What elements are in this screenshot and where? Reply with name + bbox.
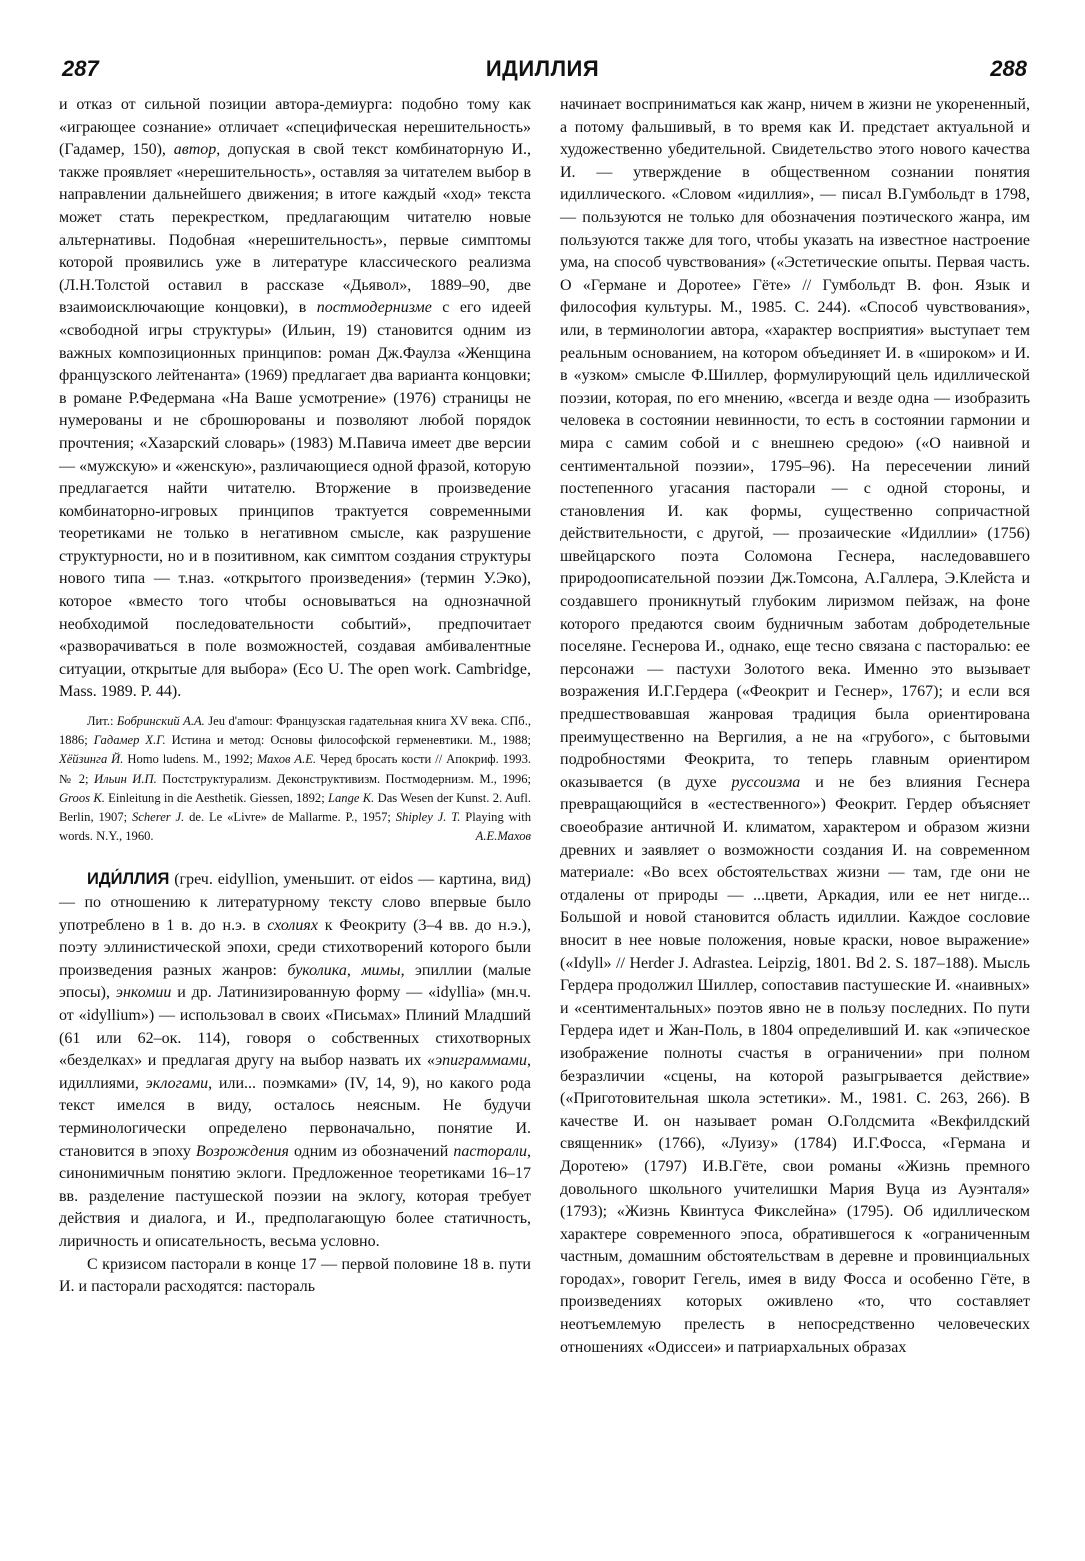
italic-term: мимы bbox=[361, 961, 401, 979]
italic-term: Хёйзинга Й. bbox=[59, 752, 124, 767]
text-run: Jeu d'amour: Французская гадательная книга XV века. СПб., 1886; bbox=[59, 714, 532, 748]
italic-term: Scherer J. bbox=[132, 810, 185, 825]
italic-term: эклогами bbox=[145, 1074, 209, 1092]
text-run: начинает восприниматься как жанр, ничем в жизни не укорененный, а потому фальшивый, в то время как И. предстает актуальной и художественно убедительной. Свидетельство этого нового качества И. — утверждение в общественном сознании понятия идиллического. «Словом «идиллия», — писал В.Гумбольдт в 1798, — пользуются не только для обозначения поэтического жанра, им пользуются также для того, чтобы указать на известное настроение ума, на способ чувствования» («Эстетические опыты. Первая часть. О «Германе и Доротее» Гёте» // Гумбольдт В. фон. Язык и философия культуры. М., 1985. С. 244). «Способ чувствования», или, в терминологии автора, «характер восприятия» выступает тем реальным основанием, на котором объединяет И. в «широком» и И. в «узком» смысле Ф.Шиллер, формулирующий цель идиллической поэзии, которая, по его мнению, «всегда и везде одна — изобразить человека в состоянии невинности, то есть в состоянии гармонии и мира с самим собой и с внешнею средою» («О наивной и сентиментальной поэзии», 1795–96). На пересечении линий постепенного угасания пасторали — с одной стороны, и становления И. как формы, существенно сопричастной действительности, с другой, — прозаические «Идиллии» (1756) швейцарского поэта Соломона Геснера, наследовавшего природоописательной поэзии Дж.Томсона, А.Галлера, Э.Клейста и создавшего проникнутый глубоким лиризмом пейзаж, на фоне которого предаются своим будничным заботам добродетельные поселяне. Геснерова И., однако, еще тесно связана с пасторалью: ее персонажи — пастухи Золотого века. Именно это вызывает возражения И.Г.Гердера («Феокрит и Геснер», 1767); и если вся предшествовавшая жанровая традиция была ориентирована преимущественно на Вергилия, а не на «грубого», с бытовыми подробностями Феокрита, то теперь главным ориентиром оказывается (в духе bbox=[560, 96, 1030, 791]
text-run: Черед бросать кости // Апокриф. 1993. № 2; bbox=[59, 752, 532, 786]
literature-text bbox=[59, 714, 531, 843]
idyll-entry bbox=[59, 868, 531, 1253]
italic-term: руссоизма bbox=[731, 773, 801, 791]
running-title: ИДИЛЛИЯ bbox=[485, 56, 600, 81]
page-header bbox=[0, 0, 1085, 100]
italic-term: автор bbox=[173, 141, 217, 159]
text-run: Das Wesen der Kunst. 2. Aufl. Berlin, 1907; bbox=[59, 790, 531, 825]
text-run: Постструктурализм. Деконструктивизм. Постмодернизм. М., 1996; bbox=[156, 771, 532, 786]
italic-term: эпиграммами bbox=[435, 1052, 527, 1070]
italic-term: постмодернизме bbox=[316, 299, 432, 317]
paragraph-pastoral-crisis: С кризисом пасторали в конце 17 — первой половине 18 в. пути И. и пасторали расходятся: пастораль bbox=[59, 1255, 531, 1296]
text-run: , или... поэмками» (IV, 14, 9), но какого рода текст имелся в виду, осталось неясным. Не будучи терминологически определено первоначально, понятие И. становится в эпоху bbox=[59, 1074, 532, 1160]
italic-term: схолиях bbox=[267, 916, 318, 934]
text-run: de. Le «Livre» de Mallarme. P., 1957; bbox=[184, 810, 396, 825]
text-run: , эпиллии (малые эпосы), bbox=[59, 961, 532, 1002]
text-run: (греч. eidyllion, уменьшит. от eidos — картина, вид) — по отношению к литературному тексту слово впервые было употреблено в 1 в. до н.э. в bbox=[59, 871, 531, 934]
idyll-entry-continuation bbox=[560, 94, 1030, 1359]
right-page-number: 288 bbox=[990, 56, 1027, 81]
text-run: к Феокриту (3–4 вв. до н.э.), поэту эллинистической эпохи, среди стихотворений которого были произведения разных жанров: bbox=[59, 916, 532, 979]
italic-term: Ильин И.П. bbox=[93, 771, 157, 786]
text-run: , идиллиями, bbox=[59, 1052, 531, 1092]
italic-term: Shipley J. T. bbox=[395, 810, 461, 825]
text-run: Einleitung in die Aesthetik. Giessen, 1892; bbox=[104, 790, 328, 805]
literature-list bbox=[59, 712, 531, 846]
right-column bbox=[560, 94, 1030, 1359]
left-column bbox=[59, 94, 531, 1299]
headword: ИДИ́ЛЛИЯ bbox=[87, 870, 170, 889]
text-run: и др. Латинизированную форму — «idyllia» (мн.ч. от «idyllium») — использовал в своих «Письмах» Плиний Младший (61 или 62–ок. 114), говоря о собственных стихотворных «безделках» и предлагая другу на выбор назвать их « bbox=[59, 984, 531, 1070]
italic-term: энкомии bbox=[115, 984, 172, 1002]
text-run: Лит.: bbox=[87, 714, 117, 729]
italic-term: буколика bbox=[287, 961, 347, 979]
text-run: Playing with words. N.Y., 1960. bbox=[59, 810, 531, 844]
text-run: одним из обозначений bbox=[288, 1142, 454, 1160]
italic-term: Lange K. bbox=[328, 790, 375, 805]
text-run: с его идеей «свободной игры структуры» (Ильин, 19) становится одним из важных композиционных принципов: роман Дж.Фаулза «Женщина французского лейтенанта» (1969) предлагает два варианта концовки; в романе Р.Федермана «На Ваше усмотрение» (1976) страницы не нумерованы и не сброшюрованы и позволяют любой порядок прочтения; «Хазарский словарь» (1983) М.Павича имеет две версии — «мужскую» и «женскую», различающиеся одной фразой, которую предлагается найти читателю. Вторжение в произведение комбинаторно-игровых принципов трактуется современными теоретиками не только в негативном смысле, как разрушение структурности, но и в позитивном, как симптом создания структуры нового типа — т.наз. «открытого произведения» (термин У.Эко), которое «вместо того чтобы основываться на однозначной необходимой последовательности событий», предпочитает «разворачиваться в поле возможностей, создавая амбивалентные ситуации, открытые для выбора» (Eco U. The open work. Cambridge, Mass. 1989. P. 44). bbox=[59, 299, 532, 701]
article-continuation bbox=[59, 94, 531, 704]
italic-term: Groos K. bbox=[59, 790, 105, 805]
text-run: и отказ от сильной позиции автора-демиурга: подобно тому как «играющее сознание» отличает «специфическая нерешительность» (Гадамер, 150), bbox=[59, 96, 531, 159]
text-run: Homo ludens. М., 1992; bbox=[123, 752, 257, 767]
text-run: , bbox=[346, 961, 362, 979]
text-run: Истина и метод: Основы философской герменевтики. М., 1988; bbox=[165, 733, 531, 748]
text-run: , допуская в свой текст комбинаторную И., также проявляет «нерешительность», оставляя за читателем выбор в направлении дальнейшего движения; в итоге каждый «ход» текста может стать перекрестком, предлагающим читателю новые альтернативы. Подобная «нерешительность», первые симптомы которой проявились уже в литературе классического реализма (Л.Н.Толстой оставил в рассказе «Дьявол», 1889–90, две взаимоисключающие концовки), в bbox=[59, 141, 531, 317]
text-run: , синонимичным понятию эклоги. Предложенное теоретиками 16–17 вв. разделение пастушеской поэзии на эклогу, которая требует действия и диалога, и И., предполагающую более статичность, лиричность и описательность, весьма условно. bbox=[59, 1142, 531, 1250]
italic-term: Махов А.Е. bbox=[256, 752, 317, 767]
left-page-number: 287 bbox=[62, 56, 99, 81]
italic-term: пасторали bbox=[453, 1142, 527, 1160]
italic-term: Гадамер Х.Г. bbox=[93, 733, 166, 748]
author-signature: А.Е.Махов bbox=[475, 829, 531, 844]
italic-term: Бобринский А.А. bbox=[116, 714, 205, 729]
text-run: и не без влияния Геснера превращающийся в «естественного») Феокрит. Гердер объясняет своеобразие античной И. климатом, характером и образом жизни древних и заявляет о возможности создания И. на современном материале: «Во всех обстоятельствах жизни — там, где они не отдалены от природы — ...цвети, Аркадия, или ее нет нигде... Большой и новой становится область идиллии. Каждое сословие вносит в нее новые положения, новые краски, новое выражение» («Idyll» // Herder J. Adrastea. Leipzig, 1801. Bd 2. S. 187–188). Мысль Гердера продолжил Шиллер, сопоставив пастушеские И. «наивных» и «сентиментальных» поэтов явно не в пользу последних. По пути Гердера идет и Жан-Поль, в 1804 определивший И. как «эпическое изображение полноты счастья в ограничении» при полном безразличии «сцены, на которой разыгрывается действие» («Приготовительная школа эстетики». М., 1981. С. 263, 266). В качестве И. он называет роман О.Голдсмита «Векфилдский священник» (1766), «Луизу» (1784) И.Г.Фосса, «Германа и Доротею» (1797) И.В.Гёте, свои романы «Жизнь премного довольного школьного учителишки Мария Вуца из Ауэнталя» (1793); «Жизнь Квинтуса Фикслейна» (1795). Об идиллическом характере современного эпоса, обратившегося к «ограниченным частным, домашним обстоятельствам в деревне и провинциальных городах», говорит Гегель, имея в виду Фосса и особенно Гёте, в произведениях которых оживлено «то, что составляет неотъемлемую прелесть в непосредственно человеческих отношениях «Одиссеи» и патриархальных образах bbox=[560, 773, 1031, 1356]
italic-term: Возрождения bbox=[195, 1142, 289, 1160]
